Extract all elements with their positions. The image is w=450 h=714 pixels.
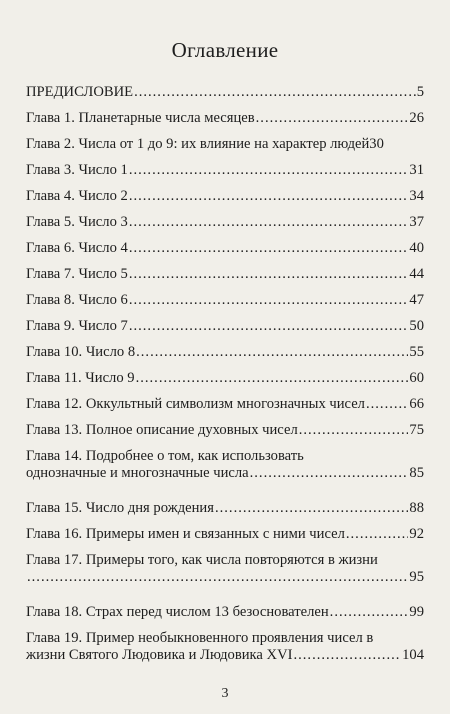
toc-entry xyxy=(26,84,424,110)
toc-entry-page: 47 xyxy=(409,292,424,308)
toc-entry xyxy=(26,266,424,292)
toc-entry xyxy=(26,136,424,162)
toc-leader-dots xyxy=(129,214,409,231)
toc-entry-label: Глава 2. Числа от 1 до 9: их влияние на характер людей xyxy=(26,136,370,152)
page-number: 3 xyxy=(221,686,229,701)
toc-entry-page: 75 xyxy=(409,422,424,438)
toc-entry-label: Глава 16. Примеры имен и связанных с ними чисел xyxy=(26,526,345,542)
toc-entry-page: 40 xyxy=(409,240,424,256)
toc-entry-label-cont: жизни Святого Людовика и Людовика XVI xyxy=(26,647,293,663)
toc-entry-page: 95 xyxy=(409,569,424,585)
toc-entry xyxy=(26,396,424,422)
toc-leader-dots xyxy=(250,465,409,482)
toc-leader-dots xyxy=(27,569,408,586)
toc-leader-dots xyxy=(129,318,409,335)
toc-entry xyxy=(26,526,424,552)
page-title: Оглавление xyxy=(171,38,279,62)
toc-leader-dots xyxy=(346,526,409,543)
toc-leader-dots xyxy=(129,292,409,309)
toc-entry-page: 99 xyxy=(409,604,424,620)
toc-entry xyxy=(26,214,424,240)
toc-entry-page: 60 xyxy=(409,370,424,386)
toc-entry-page: 55 xyxy=(409,344,424,360)
toc-entry-label: Глава 10. Число 8 xyxy=(26,344,136,360)
toc-entry-label: Глава 4. Число 2 xyxy=(26,188,128,204)
toc-leader-dots xyxy=(129,188,409,205)
toc-entry-label: Глава 17. Примеры того, как числа повторяются в жизни xyxy=(26,552,378,568)
toc-entry-page: 34 xyxy=(409,188,424,204)
table-of-contents xyxy=(26,84,424,682)
toc-entry-label: Глава 5. Число 3 xyxy=(26,214,128,230)
toc-entry-label-cont: однозначные и многозначные числа xyxy=(26,465,249,481)
toc-leader-dots xyxy=(129,240,409,257)
toc-entry xyxy=(26,318,424,344)
toc-entry-label: Глава 8. Число 6 xyxy=(26,292,128,308)
toc-entry xyxy=(26,188,424,214)
toc-leader-dots xyxy=(330,604,409,621)
toc-entry xyxy=(26,448,424,500)
toc-entry xyxy=(26,500,424,526)
toc-entry-page: 85 xyxy=(409,465,424,481)
toc-entry-label: Глава 6. Число 4 xyxy=(26,240,128,256)
toc-leader-dots xyxy=(256,110,409,127)
toc-entry xyxy=(26,370,424,396)
toc-entry-page: 31 xyxy=(409,162,424,178)
toc-entry-label: ПРЕДИСЛОВИЕ xyxy=(26,84,134,100)
toc-entry xyxy=(26,240,424,266)
toc-entry-page: 26 xyxy=(409,110,424,126)
toc-leader-dots xyxy=(129,266,409,283)
toc-entry-label: Глава 3. Число 1 xyxy=(26,162,128,178)
toc-leader-dots xyxy=(366,396,408,413)
toc-entry xyxy=(26,630,424,682)
toc-leader-dots xyxy=(215,500,408,517)
toc-leader-dots xyxy=(293,647,401,664)
toc-entry-page: 5 xyxy=(416,84,424,100)
toc-leader-dots xyxy=(136,344,408,361)
toc-entry-label: Глава 11. Число 9 xyxy=(26,370,135,386)
toc-entry-page: 50 xyxy=(409,318,424,334)
toc-entry-label: Глава 15. Число дня рождения xyxy=(26,500,214,516)
toc-entry xyxy=(26,422,424,448)
toc-entry xyxy=(26,110,424,136)
toc-entry-label: Глава 7. Число 5 xyxy=(26,266,128,282)
toc-entry-label: Глава 1. Планетарные числа месяцев xyxy=(26,110,255,126)
toc-entry-page: 66 xyxy=(409,396,424,412)
toc-entry-label: Глава 18. Страх перед числом 13 безоснователен xyxy=(26,604,329,620)
toc-entry-page: 88 xyxy=(409,500,424,516)
toc-entry xyxy=(26,344,424,370)
toc-entry-page: 37 xyxy=(409,214,424,230)
toc-entry-page: 44 xyxy=(409,266,424,282)
toc-entry-label: Глава 9. Число 7 xyxy=(26,318,128,334)
toc-leader-dots xyxy=(299,422,409,439)
toc-entry xyxy=(26,162,424,188)
toc-leader-dots xyxy=(134,84,416,101)
toc-leader-dots xyxy=(129,162,409,179)
toc-entry xyxy=(26,292,424,318)
toc-entry-label: Глава 12. Оккультный символизм многозначных чисел xyxy=(26,396,365,412)
toc-entry-page: 92 xyxy=(409,526,424,542)
toc-entry-page: 104 xyxy=(402,647,424,663)
toc-leader-dots xyxy=(136,370,409,387)
toc-entry xyxy=(26,552,424,604)
toc-entry-page: 30 xyxy=(369,136,384,152)
toc-entry-label: Глава 13. Полное описание духовных чисел xyxy=(26,422,298,438)
toc-entry xyxy=(26,604,424,630)
toc-entry-label: Глава 19. Пример необыкновенного проявления чисел в xyxy=(26,630,374,646)
toc-entry-label: Глава 14. Подробнее о том, как использовать xyxy=(26,448,304,464)
